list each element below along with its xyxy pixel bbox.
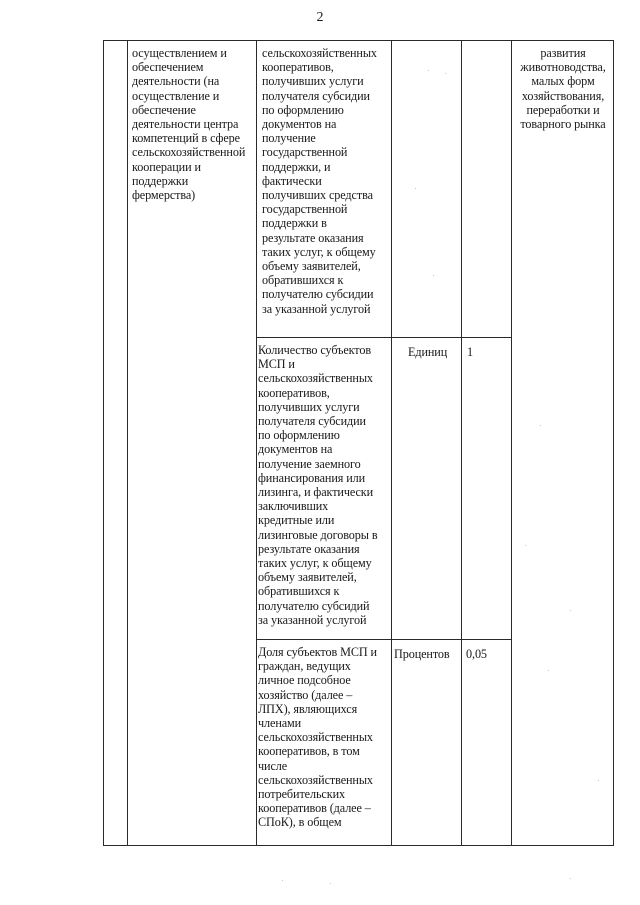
indicator-cell: сельскохозяйственных кооперативов, получивших услуги получателя субсидии по оформлению документов на получение государственной поддержки, и фактически получивших средства государственной поддержки в результате оказания таких услуг, к общему объему заявителей, обратившихся к получателю субсидии за указанной услугой — [262, 46, 377, 316]
page-number: 2 — [316, 10, 324, 25]
table-row-divider — [256, 337, 512, 338]
table-col-divider — [391, 40, 392, 846]
indicator-cell: Количество субъектов МСП и сельскохозяйственных кооперативов, получивших услуги получателя субсидии по оформлению документов на получение заемного финансирования или лизинга, и фактически заключивших кредитные или лизинговые договоры в результате оказания таких услуг, к общему объему заявителей, обратившихся к получателю субсидий за указанной услугой — [258, 343, 378, 627]
activity-description-cell: осуществлением и обеспечением деятельности (на осуществление и обеспечение деятельности центра компетенций в сфере сельскохозяйственной кооперации и поддержки фермерства) — [132, 46, 246, 203]
indicator-cell: Доля субъектов МСП и граждан, ведущих личное подсобное хозяйство (далее – ЛПХ), являющихся членами сельскохозяйственных кооперативов, в том числе сельскохозяйственных потребительских кооперативов (далее – СПоК), в общем — [258, 645, 377, 830]
unit-cell: Процентов — [394, 647, 450, 661]
table-row-divider — [256, 639, 512, 640]
table-border-top — [103, 40, 614, 41]
department-cell: развития животноводства, малых форм хозяйствования, переработки и товарного рынка — [520, 46, 606, 132]
value-cell: 0,05 — [466, 647, 487, 661]
table-border-right — [613, 40, 614, 846]
unit-cell: Единиц — [408, 345, 448, 359]
table-col-divider — [461, 40, 462, 846]
table-border-left — [103, 40, 104, 846]
table-col-divider — [256, 40, 257, 846]
table-border-bottom — [103, 845, 614, 846]
table-col-divider — [127, 40, 128, 846]
value-cell: 1 — [467, 345, 473, 359]
table-col-divider — [511, 40, 512, 846]
